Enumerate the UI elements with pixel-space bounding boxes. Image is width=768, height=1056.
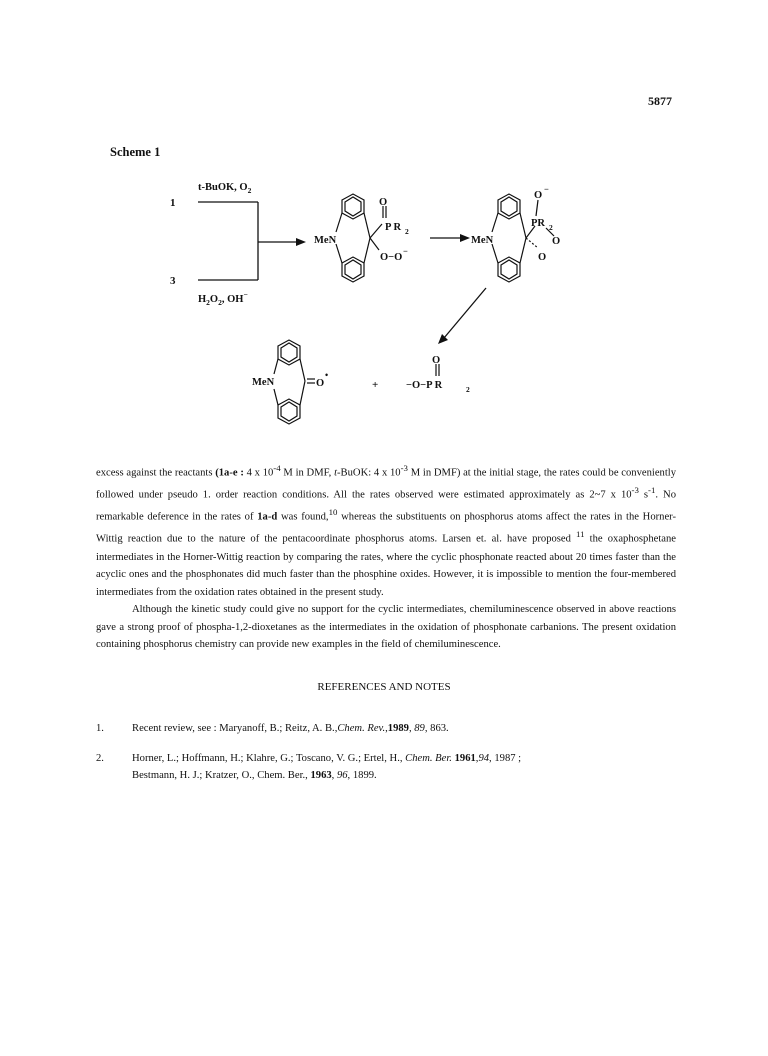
scheme-title: Scheme 1 bbox=[110, 145, 161, 159]
reaction-scheme bbox=[150, 168, 650, 438]
reactant-3: 3 bbox=[170, 275, 176, 287]
atom-minus-a: − bbox=[403, 246, 408, 256]
atom-o-a: O bbox=[379, 197, 388, 208]
reference-number: 2. bbox=[96, 752, 104, 764]
atom-men-c: MeN bbox=[252, 377, 275, 388]
fragment-o-pr2: −O−P R bbox=[406, 380, 443, 391]
atom-oo-a: O−O bbox=[380, 252, 403, 263]
paragraph-2: Although the kinetic study could give no support for the cyclic intermediates, chemiluminescence observed in above reactions gave a strong proof of phospha-1,2-dioxetanes as the intermediates in the oxidation of phosphonate carbanions. The present oxidation containing phosphorus chemistry can provide new examples in the field of chemiluminescence. bbox=[96, 604, 676, 651]
atom-men-a: MeN bbox=[314, 235, 337, 246]
plus-sign: + bbox=[372, 379, 379, 391]
atom-pr2-b: PR bbox=[531, 218, 545, 229]
radical-dot: • bbox=[325, 370, 329, 380]
references-list bbox=[96, 720, 676, 797]
reactant-1: 1 bbox=[170, 197, 176, 209]
atom-o-b-top: O bbox=[534, 190, 543, 201]
atom-minus-b: − bbox=[544, 184, 549, 194]
atom-pr-a: P R bbox=[385, 222, 402, 233]
atom-sub2-b: 2 bbox=[549, 223, 553, 232]
reference-text: Recent review, see : Maryanoff, B.; Reitz, A. B.,Chem. Rev.,1989, 89, 863. bbox=[132, 723, 449, 734]
references-heading: REFERENCES AND NOTES bbox=[317, 681, 451, 693]
atom-o-b-right: O bbox=[552, 236, 561, 247]
paragraph-1: excess against the reactants (1a-e : 4 x $10^{-4}$ M in DMF, t-BuOK: 4 x $10^{-3}$ M in DMF) at the initial stage, the rates could be conveniently followed under pseudo 1. order reaction conditions. All the rates observed were estimated approximately as 2~7 x $10^{-3}$ $s^{-1}$. No remarkable deference in the rates of 1a-d was found,$^{10}$ whereas the substituents on phosphorus atoms affect the rates in the Horner-Wittig reaction due to the nature of the pentacoordinate phosphorus atoms. Larsen et. al. have proposed $^{11}$ the oxaphosphetane intermediates in the Horner-Wittig reaction by comparing the rates, where the cyclic phosphonate reacted about 20 times faster than the acyclic ones and the phosphonates did much faster than the phosphine oxides. However, it is impossible to mention the four-membered intermediates from the oxidation rates obtained in the present study. bbox=[96, 463, 677, 598]
reference-2 bbox=[96, 750, 676, 785]
atom-o-b-bottom: O bbox=[538, 252, 547, 263]
page-number: 5877 bbox=[648, 94, 672, 108]
atom-sub2-a: 2 bbox=[405, 227, 409, 236]
reagent-top: t-BuOK, $O_2$ bbox=[198, 182, 252, 195]
reagent-bottom: $H_2O_2$, OH− bbox=[198, 290, 248, 307]
atom-o-c: O bbox=[316, 378, 325, 389]
reference-text: Horner, L.; Hoffmann, H.; Klahre, G.; Toscano, V. G.; Ertel, H., Chem. Ber. 1961,94, 1987 ; Bestmann, H. J.; Kratzer, O., Chem. Ber., 1963, 96, 1899. bbox=[132, 752, 522, 782]
reference-1 bbox=[96, 720, 676, 738]
atom-men-b: MeN bbox=[471, 235, 494, 246]
body-text bbox=[96, 460, 676, 654]
reaction-scheme-drawing bbox=[150, 168, 650, 438]
atom-sub2-d: 2 bbox=[466, 385, 470, 394]
reference-number: 1. bbox=[96, 723, 104, 734]
atom-o-d: O bbox=[432, 355, 441, 366]
